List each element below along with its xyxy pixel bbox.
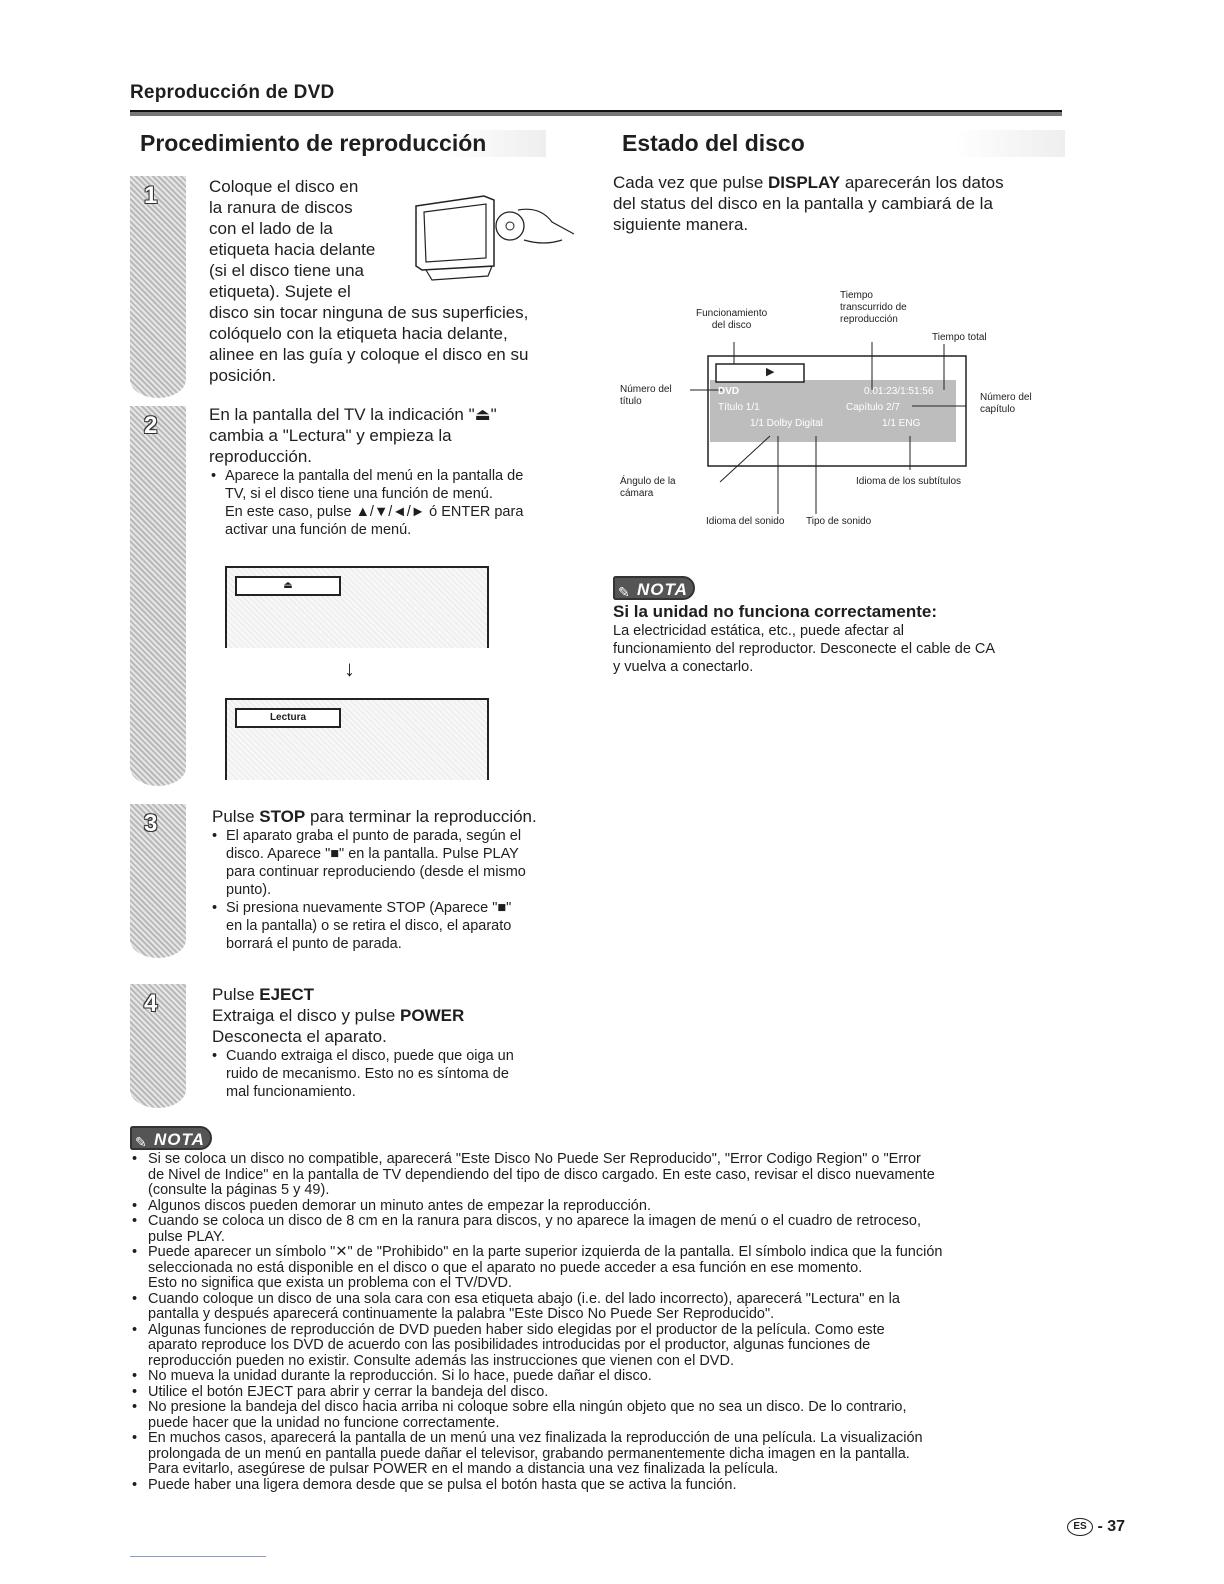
- step-badge-3: [130, 804, 186, 958]
- note-line: de Nivel de Indice" en la pantalla de TV dependiendo del tipo de disco cargado. En este caso, revisar el disco nuevamente: [148, 1166, 935, 1183]
- note-line: prolongada de un menú en pantalla puede dañar el televisor, grabando permanentemente dicha imagen en la pantalla.: [148, 1445, 910, 1462]
- note-line: • Cuando se coloca un disco de 8 cm en la ranura para discos, y no aparece la imagen de menú o el cuadro de retroceso,: [148, 1213, 921, 1229]
- label-numero-capitulo: [980, 392, 1032, 416]
- step2-bullet-line: activar una función de menú.: [225, 522, 412, 538]
- step2-line: reproducción.: [209, 447, 313, 466]
- label-line: título: [620, 396, 642, 407]
- note-item: [130, 1478, 1065, 1494]
- note-item: [130, 1245, 1065, 1292]
- osd-chapter: Capítulo 2/7: [846, 402, 900, 413]
- footer-rule: [130, 1556, 266, 1557]
- step1-line: (si el disco tiene una: [209, 261, 364, 280]
- note-item: [130, 1431, 1065, 1478]
- step2-bullet-line: En este caso, pulse ▲/▼/◄/► ó ENTER para: [225, 504, 524, 520]
- step3-post: para terminar la reproducción.: [305, 807, 537, 826]
- label-angulo-camara: [620, 476, 676, 500]
- key-stop: STOP: [259, 807, 306, 826]
- note-item: [130, 1323, 1065, 1370]
- note-line: seleccionada no está disponible en el disco o que el aparato no puede acceder a esa función en ese momento.: [148, 1259, 863, 1276]
- step3-bullet-line: para continuar reproduciendo (desde el mismo: [226, 864, 526, 880]
- page-number-text: - 37: [1097, 1518, 1126, 1536]
- step1-line: colóquelo con la etiqueta hacia delante,: [209, 324, 508, 343]
- step1-line: Coloque el disco en: [209, 177, 359, 196]
- label-idioma-sonido: Idioma del sonido: [706, 516, 785, 527]
- step4-bullet-line: ruido de mecanismo. Esto no es síntoma de: [226, 1066, 509, 1082]
- note-line: • No presione la bandeja del disco hacia arriba ni coloque sobre ella ningún objeto que no sea un disco. De lo contrario,: [148, 1399, 907, 1415]
- step3-bullet-line: punto).: [226, 882, 272, 898]
- step3-bullet-line: • El aparato graba el punto de parada, según el: [226, 828, 522, 844]
- section-title-procedimiento: Procedimiento de reproducción: [140, 130, 546, 157]
- step3-bullet-line: borrará el punto de parada.: [226, 936, 402, 952]
- nota-badge-right: [613, 576, 695, 600]
- step1-line: disco sin tocar ninguna de sus superficies,: [209, 303, 529, 322]
- key-eject: EJECT: [259, 985, 315, 1004]
- note-line: • Puede haber una ligera demora desde que se pulsa el botón hasta que se activa la función.: [148, 1476, 737, 1493]
- step1-line: etiqueta). Sujete el: [209, 282, 351, 301]
- label-line: cámara: [620, 488, 654, 499]
- note-line: • Algunos discos pueden demorar un minuto antes de empezar la reproducción.: [148, 1197, 651, 1214]
- note-line: • Utilice el botón EJECT para abrir y cerrar la bandeja del disco.: [148, 1383, 549, 1400]
- step2-text: [209, 404, 589, 539]
- language-badge: ES: [1067, 1518, 1093, 1536]
- step3-text: [212, 806, 592, 953]
- note-line: • En muchos casos, aparecerá la pantalla de un menú una vez finalizada la reproducción de una película. La visualización: [148, 1430, 923, 1446]
- step-number-4: 4: [144, 990, 158, 1017]
- note-line: • Si se coloca un disco no compatible, aparecerá "Este Disco No Puede Ser Reproducido", "Error Codigo Region" o "Error: [148, 1151, 921, 1167]
- intro-pre: Cada vez que pulse: [613, 173, 768, 192]
- step2-bullet: [211, 467, 589, 539]
- label-line: Ángulo de la: [620, 476, 676, 487]
- estado-intro-line: [613, 172, 1063, 193]
- note-line: • Cuando coloque un disco de una sola cara con esa etiqueta abajo (i.e. del lado incorrecto), aparecerá "Lectura" en la: [148, 1290, 900, 1307]
- step4-line-3: Desconecta el aparato.: [212, 1027, 387, 1046]
- osd-title: Título 1/1: [718, 402, 760, 413]
- step4-line-1: [212, 984, 592, 1005]
- note-line: Para evitarlo, asegúrese de pulsar POWER en el mando a distancia una vez finalizada la película.: [148, 1461, 779, 1477]
- key-power: POWER: [400, 1006, 465, 1025]
- note-line: (consulte la páginas 5 y 49).: [148, 1182, 330, 1198]
- label-line: capítulo: [980, 404, 1016, 415]
- tv-disc-insert-illustration: [412, 188, 582, 284]
- nota-line: La electricidad estática, etc., puede afectar al: [613, 623, 904, 639]
- step4-line2-pre: Extraiga el disco y pulse: [212, 1006, 401, 1025]
- label-funcionamiento-disco: [696, 308, 767, 332]
- down-arrow-icon: ↓: [344, 656, 355, 681]
- screen-bar-eject: ⏏: [235, 576, 341, 596]
- label-tipo-sonido: Tipo de sonido: [806, 516, 872, 527]
- estado-intro: [613, 172, 1063, 235]
- osd-dvd: DVD: [718, 386, 740, 397]
- step-number-1: 1: [144, 182, 158, 209]
- note-line: • No mueva la unidad durante la reproducción. Si lo hace, puede dañar el disco.: [148, 1368, 652, 1384]
- note-item: [130, 1214, 1065, 1245]
- screen-eject-indicator: [225, 566, 489, 648]
- step2-bullet-line: • Aparece la pantalla del menú en la pantalla de: [225, 468, 524, 484]
- step3-bullet-2: [212, 899, 592, 953]
- step4-bullet-line: • Cuando extraiga el disco, puede que oiga un: [226, 1048, 514, 1064]
- note-line: aparato reproduce los DVD de acuerdo con las posibilidades introducidas por el productor, algunas funciones de: [148, 1337, 871, 1353]
- step2-line: cambia a "Lectura" y empieza la: [209, 426, 452, 445]
- label-line: del disco: [711, 320, 752, 331]
- step4-bullet: [212, 1047, 592, 1101]
- header-rule: [130, 110, 1062, 116]
- step3-bullet-line: en la pantalla) o se retira el disco, el aparato: [226, 918, 512, 934]
- step4-bullet-line: mal funcionamiento.: [226, 1084, 356, 1100]
- pencil-icon: ✎: [135, 1134, 148, 1150]
- step-badge-1: [130, 176, 186, 398]
- step3-bullet-1: [212, 827, 592, 899]
- note-line: • Algunas funciones de reproducción de DVD pueden haber sido elegidas por el productor de la película. Como este: [148, 1321, 885, 1338]
- label-tiempo-transcurrido: [840, 290, 907, 326]
- note-line: • Puede aparecer un símbolo "✕" de "Prohibido" en la parte superior izquierda de la pantalla. El símbolo indica que la función: [148, 1244, 943, 1260]
- step3-bullet-line: • Si presiona nuevamente STOP (Aparece "■": [226, 900, 512, 916]
- nota-badge-bottom: [130, 1126, 212, 1150]
- label-line: transcurrido de: [840, 302, 907, 313]
- label-line: reproducción: [840, 314, 898, 325]
- label-tiempo-total: Tiempo total: [932, 332, 987, 343]
- step2-bullet-line: TV, si el disco tiene una función de menú.: [225, 486, 493, 502]
- osd-subtitle: 1/1 ENG: [882, 418, 921, 429]
- note-item: [130, 1152, 1065, 1199]
- note-item: [130, 1400, 1065, 1431]
- nota-line: funcionamiento del reproductor. Desconecte el cable de CA: [613, 641, 996, 657]
- step4-line1-pre: Pulse: [212, 985, 260, 1004]
- step3-line: [212, 806, 592, 827]
- step2-line: En la pantalla del TV la indicación "⏏": [209, 405, 497, 424]
- estado-intro-line: del status del disco en la pantalla y cambiará de la: [613, 194, 993, 213]
- step3-pre: Pulse: [212, 807, 260, 826]
- step1-line: etiqueta hacia delante: [209, 240, 376, 259]
- step-number-3: 3: [144, 810, 158, 837]
- nota-right-text: [613, 602, 1063, 676]
- play-icon: ▶: [766, 366, 775, 378]
- note-item: [130, 1369, 1065, 1385]
- note-line: pantalla y después aparecerá continuamente la palabra "Este Disco No Puede Ser Reproducido".: [148, 1306, 775, 1322]
- step1-line: con el lado de la: [209, 219, 333, 238]
- section-title-estado-disco: Estado del disco: [622, 130, 1065, 157]
- note-item: [130, 1292, 1065, 1323]
- pencil-icon: ✎: [618, 584, 631, 600]
- note-line: puede hacer que la unidad no funcione correctamente.: [148, 1414, 500, 1431]
- step1-line: la ranura de discos: [209, 198, 353, 217]
- step3-bullet-line: disco. Aparece "■" en la pantalla. Pulse PLAY: [226, 846, 519, 862]
- notes-list: [130, 1152, 1065, 1493]
- note-line: pulse PLAY.: [148, 1228, 225, 1245]
- note-line: reproducción pueden no existir. Consulte además las instrucciones que vienen con el DVD.: [148, 1352, 734, 1369]
- step4-text: [212, 984, 592, 1101]
- step-number-2: 2: [144, 412, 158, 439]
- intro-post: aparecerán los datos: [840, 173, 1004, 192]
- screen-lectura-indicator: [225, 698, 489, 780]
- page-header-title: Reproducción de DVD: [130, 82, 335, 103]
- label-line: Tiempo: [840, 290, 873, 301]
- step1-line: posición.: [209, 366, 277, 385]
- label-line: Número del: [980, 392, 1032, 403]
- disc-status-diagram: [620, 286, 1060, 536]
- note-line: Esto no significa que exista un problema con el TV/DVD.: [148, 1275, 513, 1291]
- key-display: DISPLAY: [768, 173, 841, 192]
- osd-time: 0:01:23/1:51:56: [864, 386, 934, 397]
- label-line: Funcionamiento: [696, 308, 768, 319]
- label-line: Número del: [620, 384, 672, 395]
- estado-intro-line: siguiente manera.: [613, 215, 749, 234]
- note-item: [130, 1199, 1065, 1215]
- page-number: [1067, 1518, 1125, 1536]
- osd-audio: 1/1 Dolby Digital: [750, 418, 823, 429]
- nota-line: y vuelva a conectarlo.: [613, 659, 754, 675]
- screen-bar-lectura: Lectura: [235, 708, 341, 728]
- step-badge-2: [130, 406, 186, 786]
- nota-label: NOTA: [637, 580, 688, 599]
- nota-heading: Si la unidad no funciona correctamente:: [613, 602, 937, 621]
- label-idioma-subtitulos: Idioma de los subtítulos: [856, 476, 962, 487]
- step-badge-4: [130, 984, 186, 1108]
- note-item: [130, 1385, 1065, 1401]
- step1-line: alinee en las guía y coloque el disco en su: [209, 345, 529, 364]
- nota-label: NOTA: [154, 1130, 205, 1149]
- step4-line-2: [212, 1005, 592, 1026]
- label-numero-titulo: [620, 384, 672, 408]
